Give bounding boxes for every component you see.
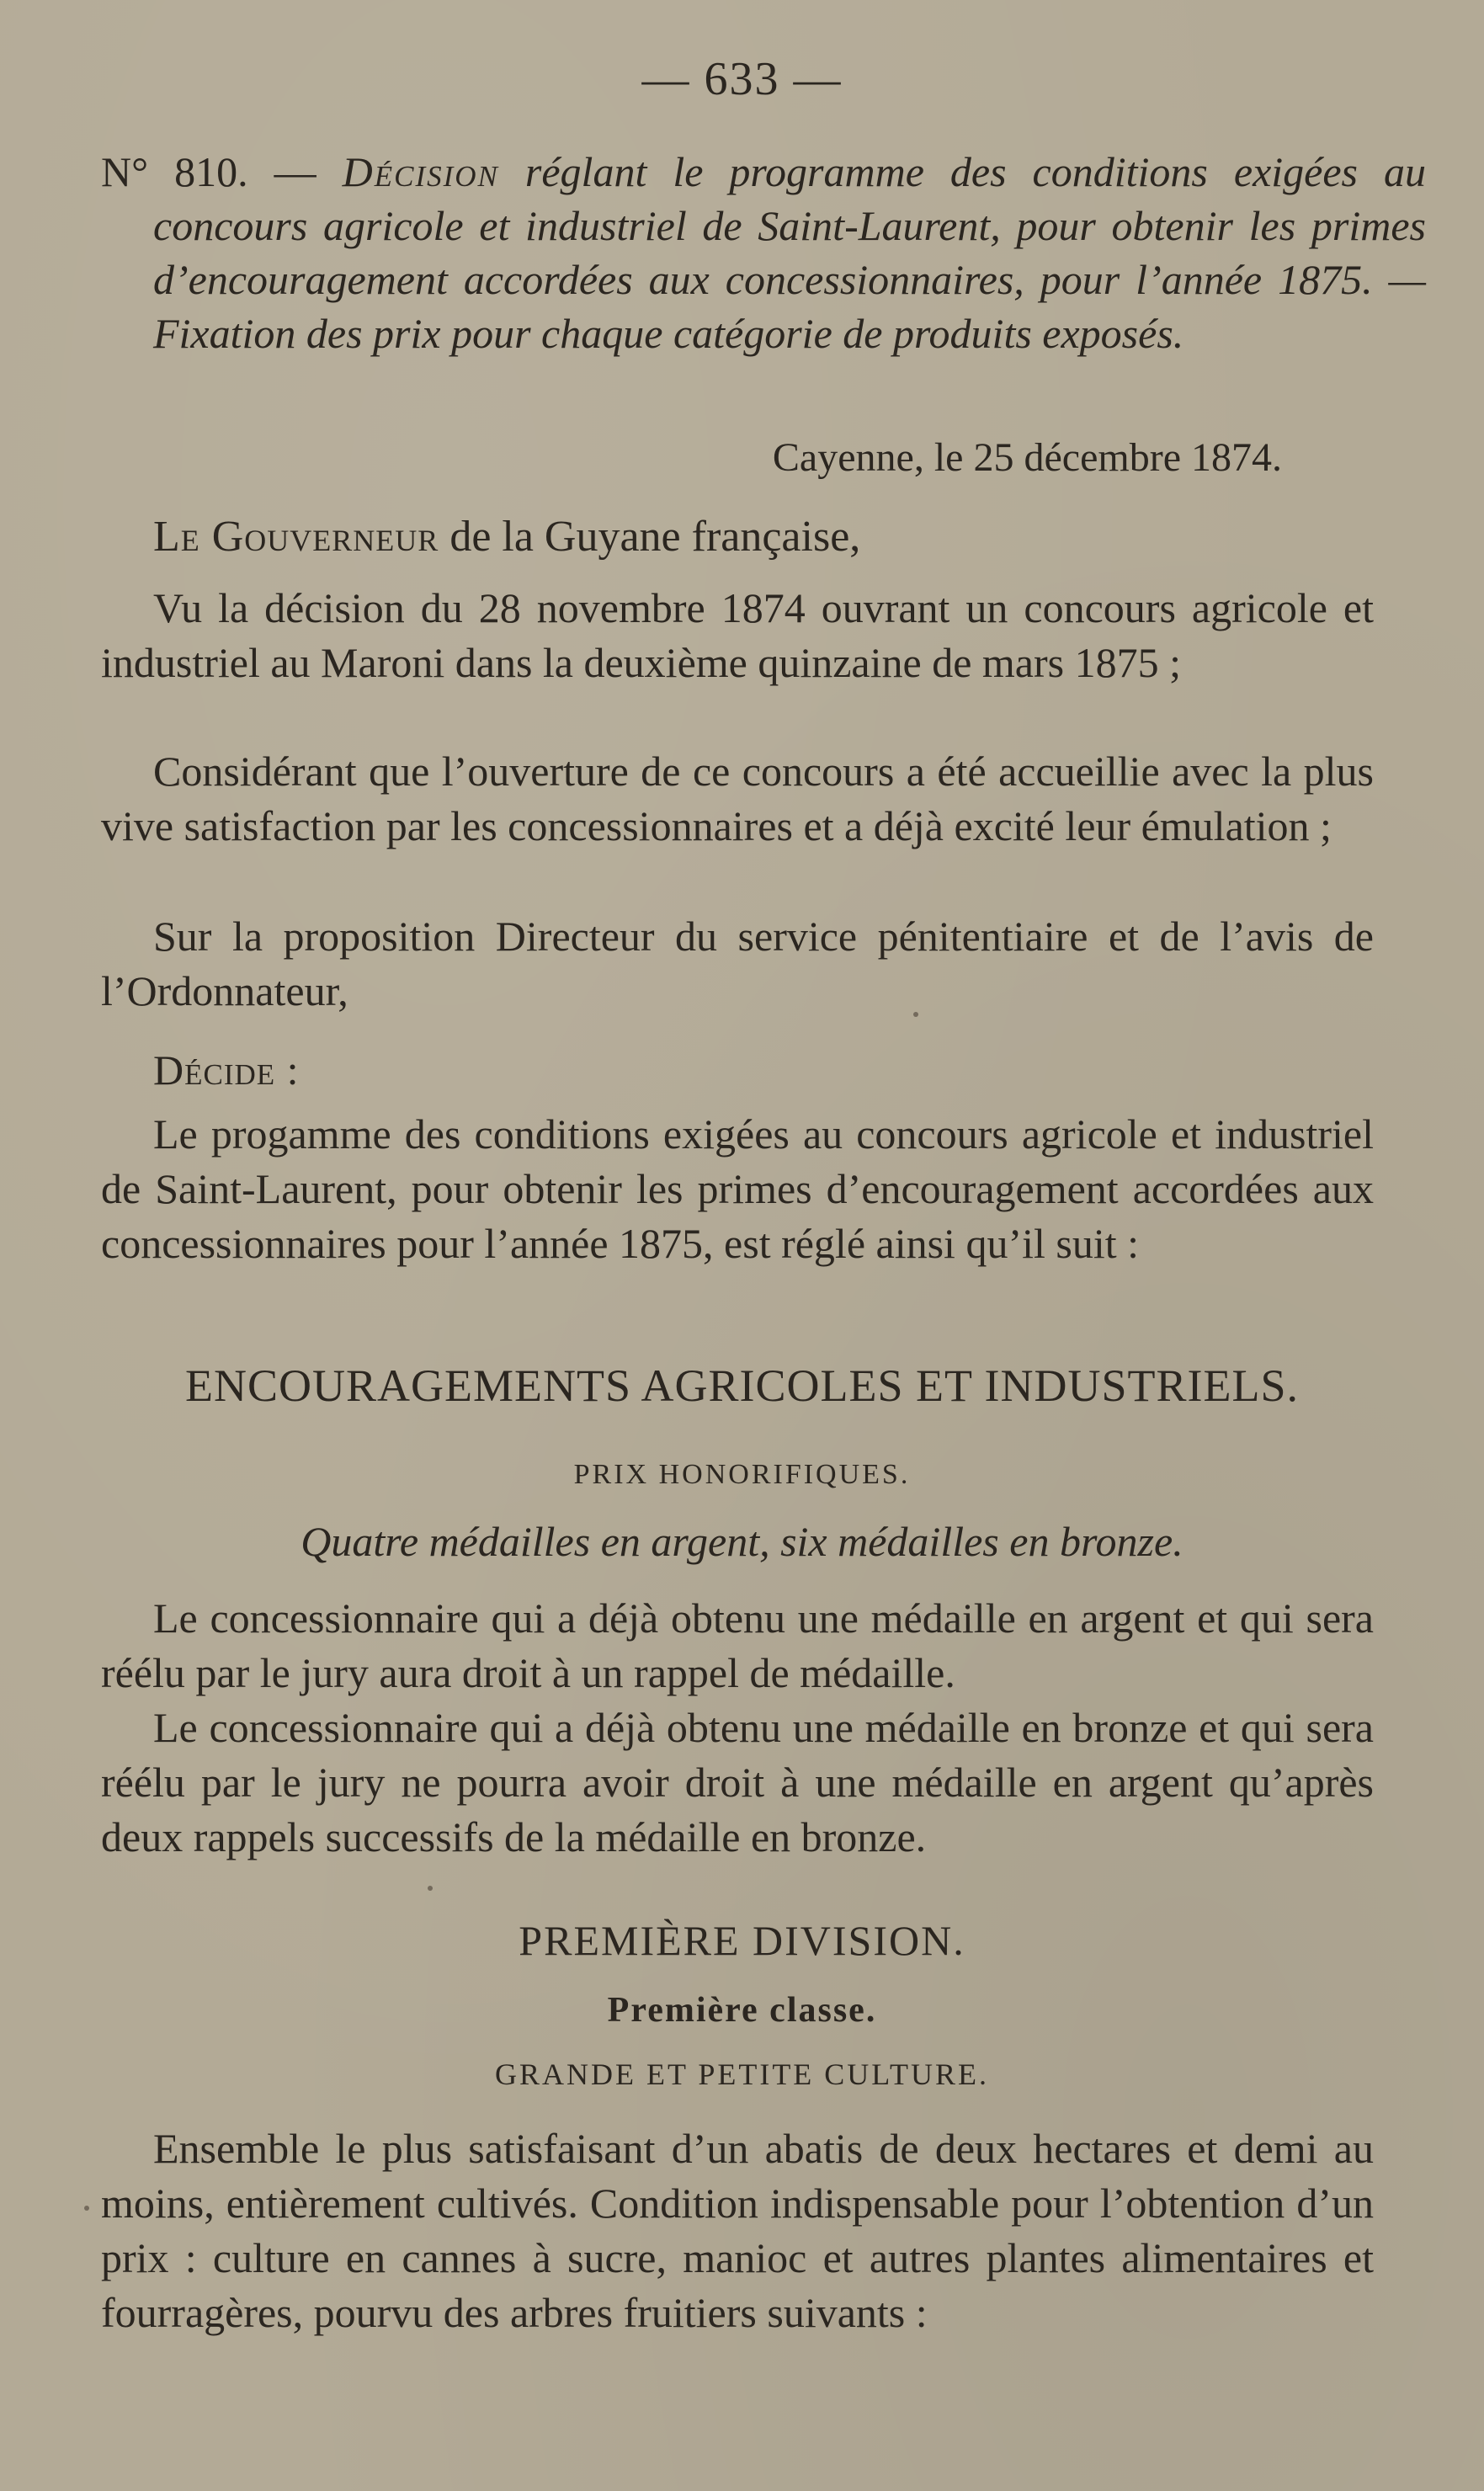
section-title-encouragements: ENCOURAGEMENTS AGRICOLES ET INDUSTRIELS. [184,1360,1300,1411]
paragraph-sur-la-proposition: Sur la proposition Directeur du service pénitentiaire et de l’avis de l’Ordonnateur, [101,913,1374,1014]
section-title-culture: GRANDE ET PETITE CULTURE. [495,2057,989,2091]
paragraph-programme: Le progamme des conditions exigées au concours agricole et industriel de Saint-Laurent, pour obtenir les primes d’encouragement accordées aux concessionnaires pour l’année 1875, est réglé ainsi qu’il suit : [101,1110,1374,1267]
paragraph-medaille-argent: Le concessionnaire qui a déjà obtenu une médaille en argent et qui sera réélu par le jury aura droit à un rappel de médaille. [101,1594,1374,1696]
section-title-premiere-classe: Première classe. [607,1991,877,2030]
governor-title: Le Gouverneur [153,513,439,561]
dateline: Cayenne, le 25 décembre 1874. [772,435,1282,480]
decision-number: N° 810. — [101,148,316,195]
governor-line [101,512,1426,562]
paragraph-medaille-bronze: Le concessionnaire qui a déjà obtenu une médaille en bronze et qui sera réélu par le jury ne pourra avoir droit à une médaille en argent qu’après deux rappels successifs de la médaille en bronze. [101,1704,1374,1860]
paragraph-vu: Vu la décision du 28 novembre 1874 ouvrant un concours agricole et industriel au Maroni dans la deuxième quinzaine de mars 1875 ; [101,584,1374,686]
decide-label: Décide : [153,1046,300,1094]
decision-title-text: réglant le programme des conditions exigées au concours agricole et industriel de Saint-Laurent, pour obtenir les primes d’encouragement accordées aux concessionnaires, pour l’année 1875. — Fixation des prix pour chaque catégorie de produits exposés. [153,148,1427,357]
subtitle-medailles: Quatre médailles en argent, six médailles en bronze. [301,1518,1183,1565]
ink-speck [84,2206,89,2211]
ink-speck [913,1012,918,1017]
governor-rest: de la Guyane française, [439,513,861,561]
decision-heading [101,145,1426,360]
section-title-premiere-division: PREMIÈRE DIVISION. [519,1917,965,1964]
paragraph-ensemble: Ensemble le plus satisfaisant d’un abatis de deux hectares et demi au moins, entièrement cultivés. Condition indispensable pour l’obtention d’un prix : culture en cannes à sucre, manioc et autres plantes alimentaires et fourragères, pourvu des arbres fruitiers suivants : [101,2125,1374,2336]
paragraph-considerant: Considérant que l’ouverture de ce concours a été accueillie avec la plus vive satisfaction par les concessionnaires et a déjà excité leur émulation ; [101,748,1374,849]
decision-title-label: Décision [342,148,499,195]
section-title-prix-honorifiques: PRIX HONORIFIQUES. [573,1459,911,1490]
ink-speck [428,1886,433,1891]
page-number: — 633 — [641,53,843,105]
